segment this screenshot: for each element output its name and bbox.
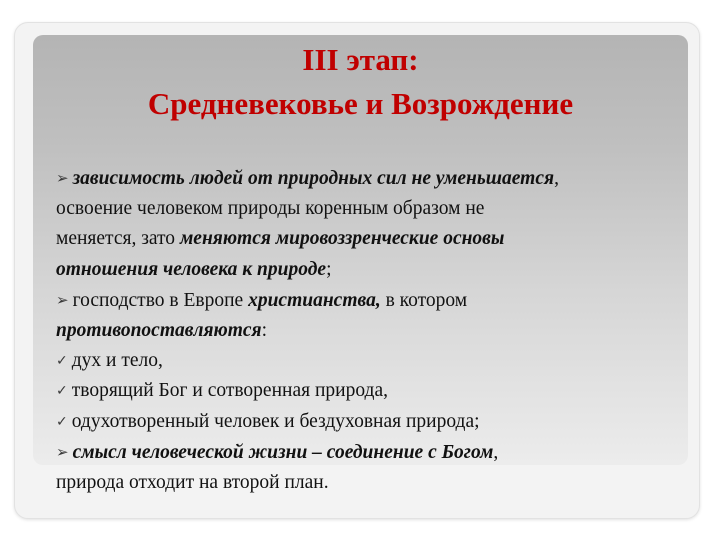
bullet-text: христианства, xyxy=(248,289,381,311)
check-icon: ✓ xyxy=(56,413,68,430)
bullet-item xyxy=(56,285,696,346)
bullet-item xyxy=(56,346,696,376)
bullet-text: : xyxy=(261,320,268,342)
bullet-text: , xyxy=(493,441,499,463)
arrow-icon: ➢ xyxy=(56,442,69,461)
bullet-text: ; xyxy=(326,258,332,280)
bullet-text: господство в Европе xyxy=(72,289,249,311)
title-line-2: Средневековье и Возрождение xyxy=(147,86,574,121)
bullet-text: противопоставляются xyxy=(56,320,262,342)
bullet-text: смысл человеческой жизни – соединение с Богом xyxy=(72,441,494,463)
bullet-item xyxy=(56,437,696,498)
check-icon: ✓ xyxy=(56,383,68,400)
bullet-text: одухотворенный человек и бездуховная природа; xyxy=(71,410,480,432)
bullet-text: дух и тело, xyxy=(71,350,163,372)
check-icon: ✓ xyxy=(56,353,68,370)
arrow-icon: ➢ xyxy=(56,169,69,187)
bullet-item xyxy=(56,407,696,437)
bullet-text: природа отходит на второй план. xyxy=(56,472,329,494)
bullet-text: отношения человека к природе xyxy=(56,258,327,280)
bullet-text: меняется, зато xyxy=(56,228,180,250)
bullet-text: зависимость людей от природных сил не уменьшается xyxy=(72,168,555,189)
bullet-list xyxy=(56,163,696,498)
bullet-item xyxy=(56,163,696,285)
bullet-text: , xyxy=(554,168,559,189)
bullet-text: освоение человеком природы коренным образом не xyxy=(56,198,485,220)
bullet-text: в котором xyxy=(380,289,468,311)
bullet-text: творящий Бог и сотворенная природа, xyxy=(71,380,388,402)
bullet-text: меняются мировоззренческие основы xyxy=(179,228,505,250)
title-line-1: III этап: xyxy=(302,42,419,77)
bullet-item xyxy=(56,376,696,406)
slide-title xyxy=(33,38,688,126)
arrow-icon: ➢ xyxy=(56,290,69,309)
